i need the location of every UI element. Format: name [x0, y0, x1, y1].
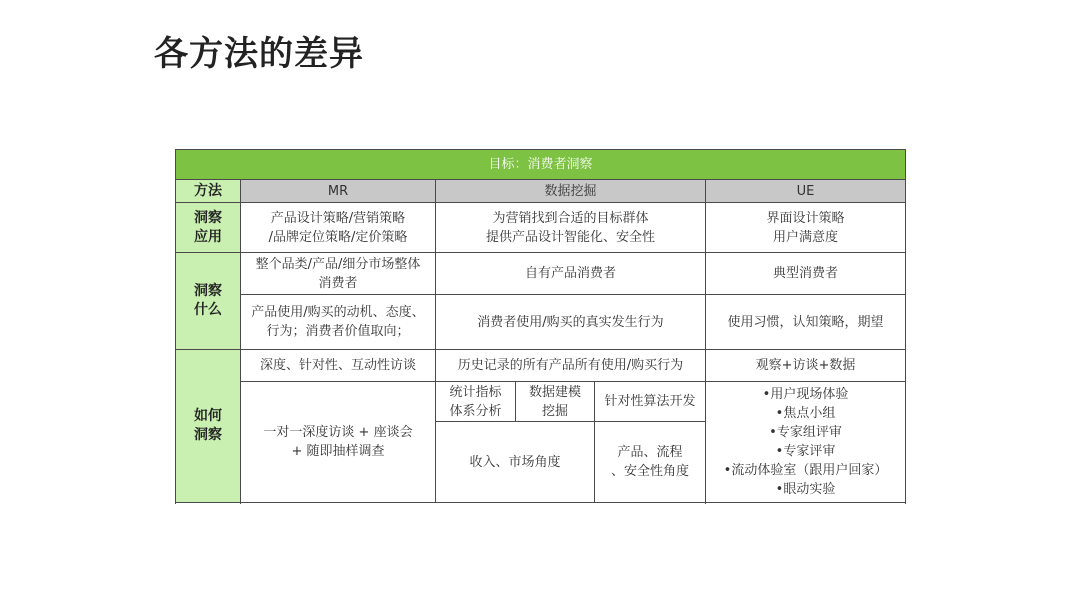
list-item: •焦点小组	[775, 406, 836, 421]
cell-what2-dm: 消费者使用/购买的真实发生行为	[436, 295, 706, 350]
header-mr: MR	[241, 180, 436, 203]
page-title: 各方法的差异	[154, 34, 364, 74]
cell-dm-model: 数据建模 挖掘	[516, 382, 595, 422]
cell-dm-stats: 统计指标 体系分析	[436, 382, 516, 422]
cell-what2-ue: 使用习惯，认知策略，期望	[706, 295, 906, 350]
cell-application-dm: 为营销找到合适的目标群体 提供产品设计智能化、安全性	[436, 203, 706, 253]
cell-dm-product: 产品、流程 、安全性角度	[595, 422, 706, 503]
cell-how1-dm: 历史记录的所有产品所有使用/购买行为	[436, 350, 706, 382]
cell-what2-mr: 产品使用/购买的动机、态度、 行为；消费者价值取向；	[241, 295, 436, 350]
comparison-table	[175, 149, 906, 503]
cell-how1-ue: 观察+访谈+数据	[706, 350, 906, 382]
cell-dm-algo: 针对性算法开发	[595, 382, 706, 422]
row-label-how: 如何洞察	[176, 350, 241, 503]
cell-what1-ue: 典型消费者	[706, 253, 906, 295]
cell-application-ue: 界面设计策略 用户满意度	[706, 203, 906, 253]
list-item: •专家组评审	[769, 425, 842, 440]
cell-what1-mr: 整个品类/产品/细分市场整体 消费者	[241, 253, 436, 295]
row-label-application: 洞察应用	[176, 203, 241, 253]
list-item: •眼动实验	[775, 482, 836, 497]
table-banner: 目标：消费者洞察	[176, 150, 906, 180]
header-method: 方法	[176, 180, 241, 203]
list-item: •流动体验室（跟用户回家）	[723, 463, 888, 478]
header-ue: UE	[706, 180, 906, 203]
list-item: •用户现场体验	[762, 387, 849, 402]
cell-ue-methods	[706, 382, 906, 503]
cell-how1-mr: 深度、针对性、互动性访谈	[241, 350, 436, 382]
list-item: •专家评审	[775, 444, 836, 459]
cell-how2-mr: 一对一深度访谈 + 座谈会 + 随即抽样调查	[241, 382, 436, 503]
row-label-what: 洞察什么	[176, 253, 241, 350]
cell-what1-dm: 自有产品消费者	[436, 253, 706, 295]
cell-dm-revenue: 收入、市场角度	[436, 422, 595, 503]
header-data-mining: 数据挖掘	[436, 180, 706, 203]
cell-application-mr: 产品设计策略/营销策略 /品牌定位策略/定价策略	[241, 203, 436, 253]
